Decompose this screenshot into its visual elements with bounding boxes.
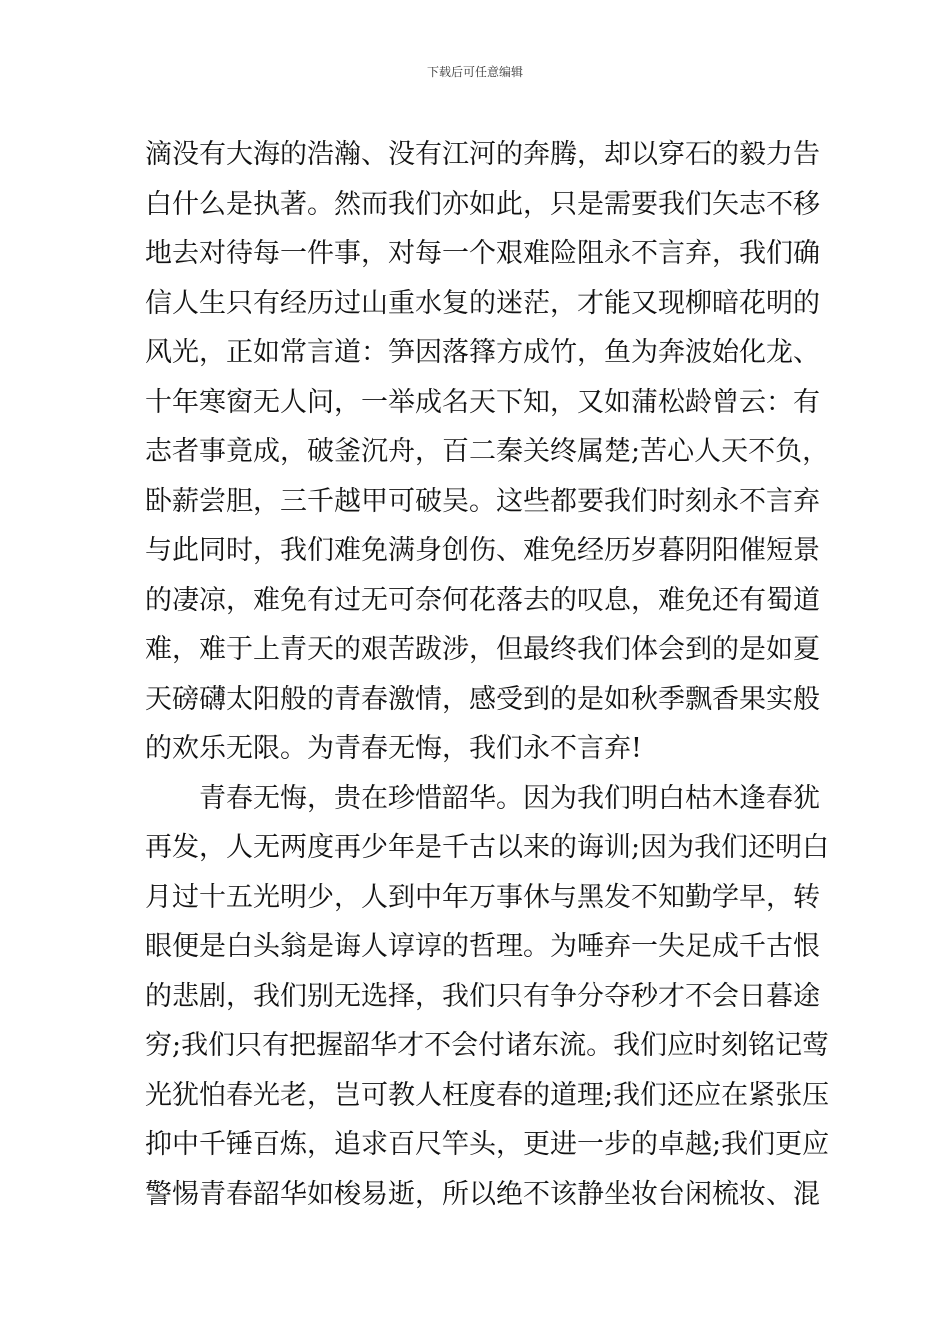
text-line: 志者事竟成，破釜沉舟，百二秦关终属楚;苦心人天不负， bbox=[145, 436, 830, 467]
text-line: 风光，正如常言道：笋因落箨方成竹，鱼为奔波始化龙、 bbox=[145, 337, 820, 368]
text-line: 地去对待每一件事，对每一个艰难险阻永不言弃，我们确 bbox=[145, 238, 820, 269]
text-line: 白什么是执著。然而我们亦如此，只是需要我们矢志不移 bbox=[145, 188, 820, 220]
text-line: 月过十五光明少，人到中年万事休与黑发不知勤学早，转 bbox=[145, 881, 820, 913]
text-line: 穷;我们只有把握韶华才不会付诸东流。我们应时刻铭记莺 bbox=[145, 1030, 830, 1061]
text-line: 的悲剧，我们别无选择，我们只有争分夺秒才不会日暮途 bbox=[145, 980, 820, 1012]
text-line: 眼便是白头翁是诲人谆谆的哲理。为唾弃一失足成千古恨 bbox=[145, 931, 820, 962]
text-line: 天磅礴太阳般的青春激情，感受到的是如秋季飘香果实般 bbox=[145, 683, 820, 715]
text-line: 卧薪尝胆，三千越甲可破吴。这些都要我们时刻永不言弃 bbox=[145, 485, 820, 517]
text-line: 信人生只有经历过山重水复的迷茫，才能又现柳暗花明的 bbox=[145, 287, 820, 319]
text-line: 再发，人无两度再少年是千古以来的诲训;因为我们还明白 bbox=[145, 832, 830, 863]
text-line: 滴没有大海的浩瀚、没有江河的奔腾，却以穿石的毅力告 bbox=[145, 139, 820, 170]
text-line: 警惕青春韶华如梭易逝，所以绝不该静坐妆台闲梳妆、混 bbox=[145, 1178, 820, 1210]
body-text bbox=[145, 130, 830, 1219]
text-line: 十年寒窗无人问，一举成名天下知，又如蒲松龄曾云：有 bbox=[145, 386, 820, 418]
text-line: 抑中千锤百炼，追求百尺竿头，更进一步的卓越;我们更应 bbox=[145, 1129, 830, 1160]
text-line: 难，难于上青天的艰苦跋涉，但最终我们体会到的是如夏 bbox=[145, 634, 820, 665]
page-header: 下载后可任意编辑 bbox=[426, 65, 523, 79]
paragraph-start-line: 青春无悔，贵在珍惜韶华。因为我们明白枯木逢春犹 bbox=[145, 782, 820, 814]
paragraph-end-line: 的欢乐无限。为青春无悔，我们永不言弃! bbox=[145, 733, 642, 764]
text-line: 光犹怕春光老，岂可教人枉度春的道理;我们还应在紧张压 bbox=[145, 1079, 830, 1111]
text-line: 的凄凉，难免有过无可奈何花落去的叹息，难免还有蜀道 bbox=[145, 584, 820, 616]
text-line: 与此同时，我们难免满身创伤、难免经历岁暮阴阳催短景 bbox=[145, 535, 820, 566]
